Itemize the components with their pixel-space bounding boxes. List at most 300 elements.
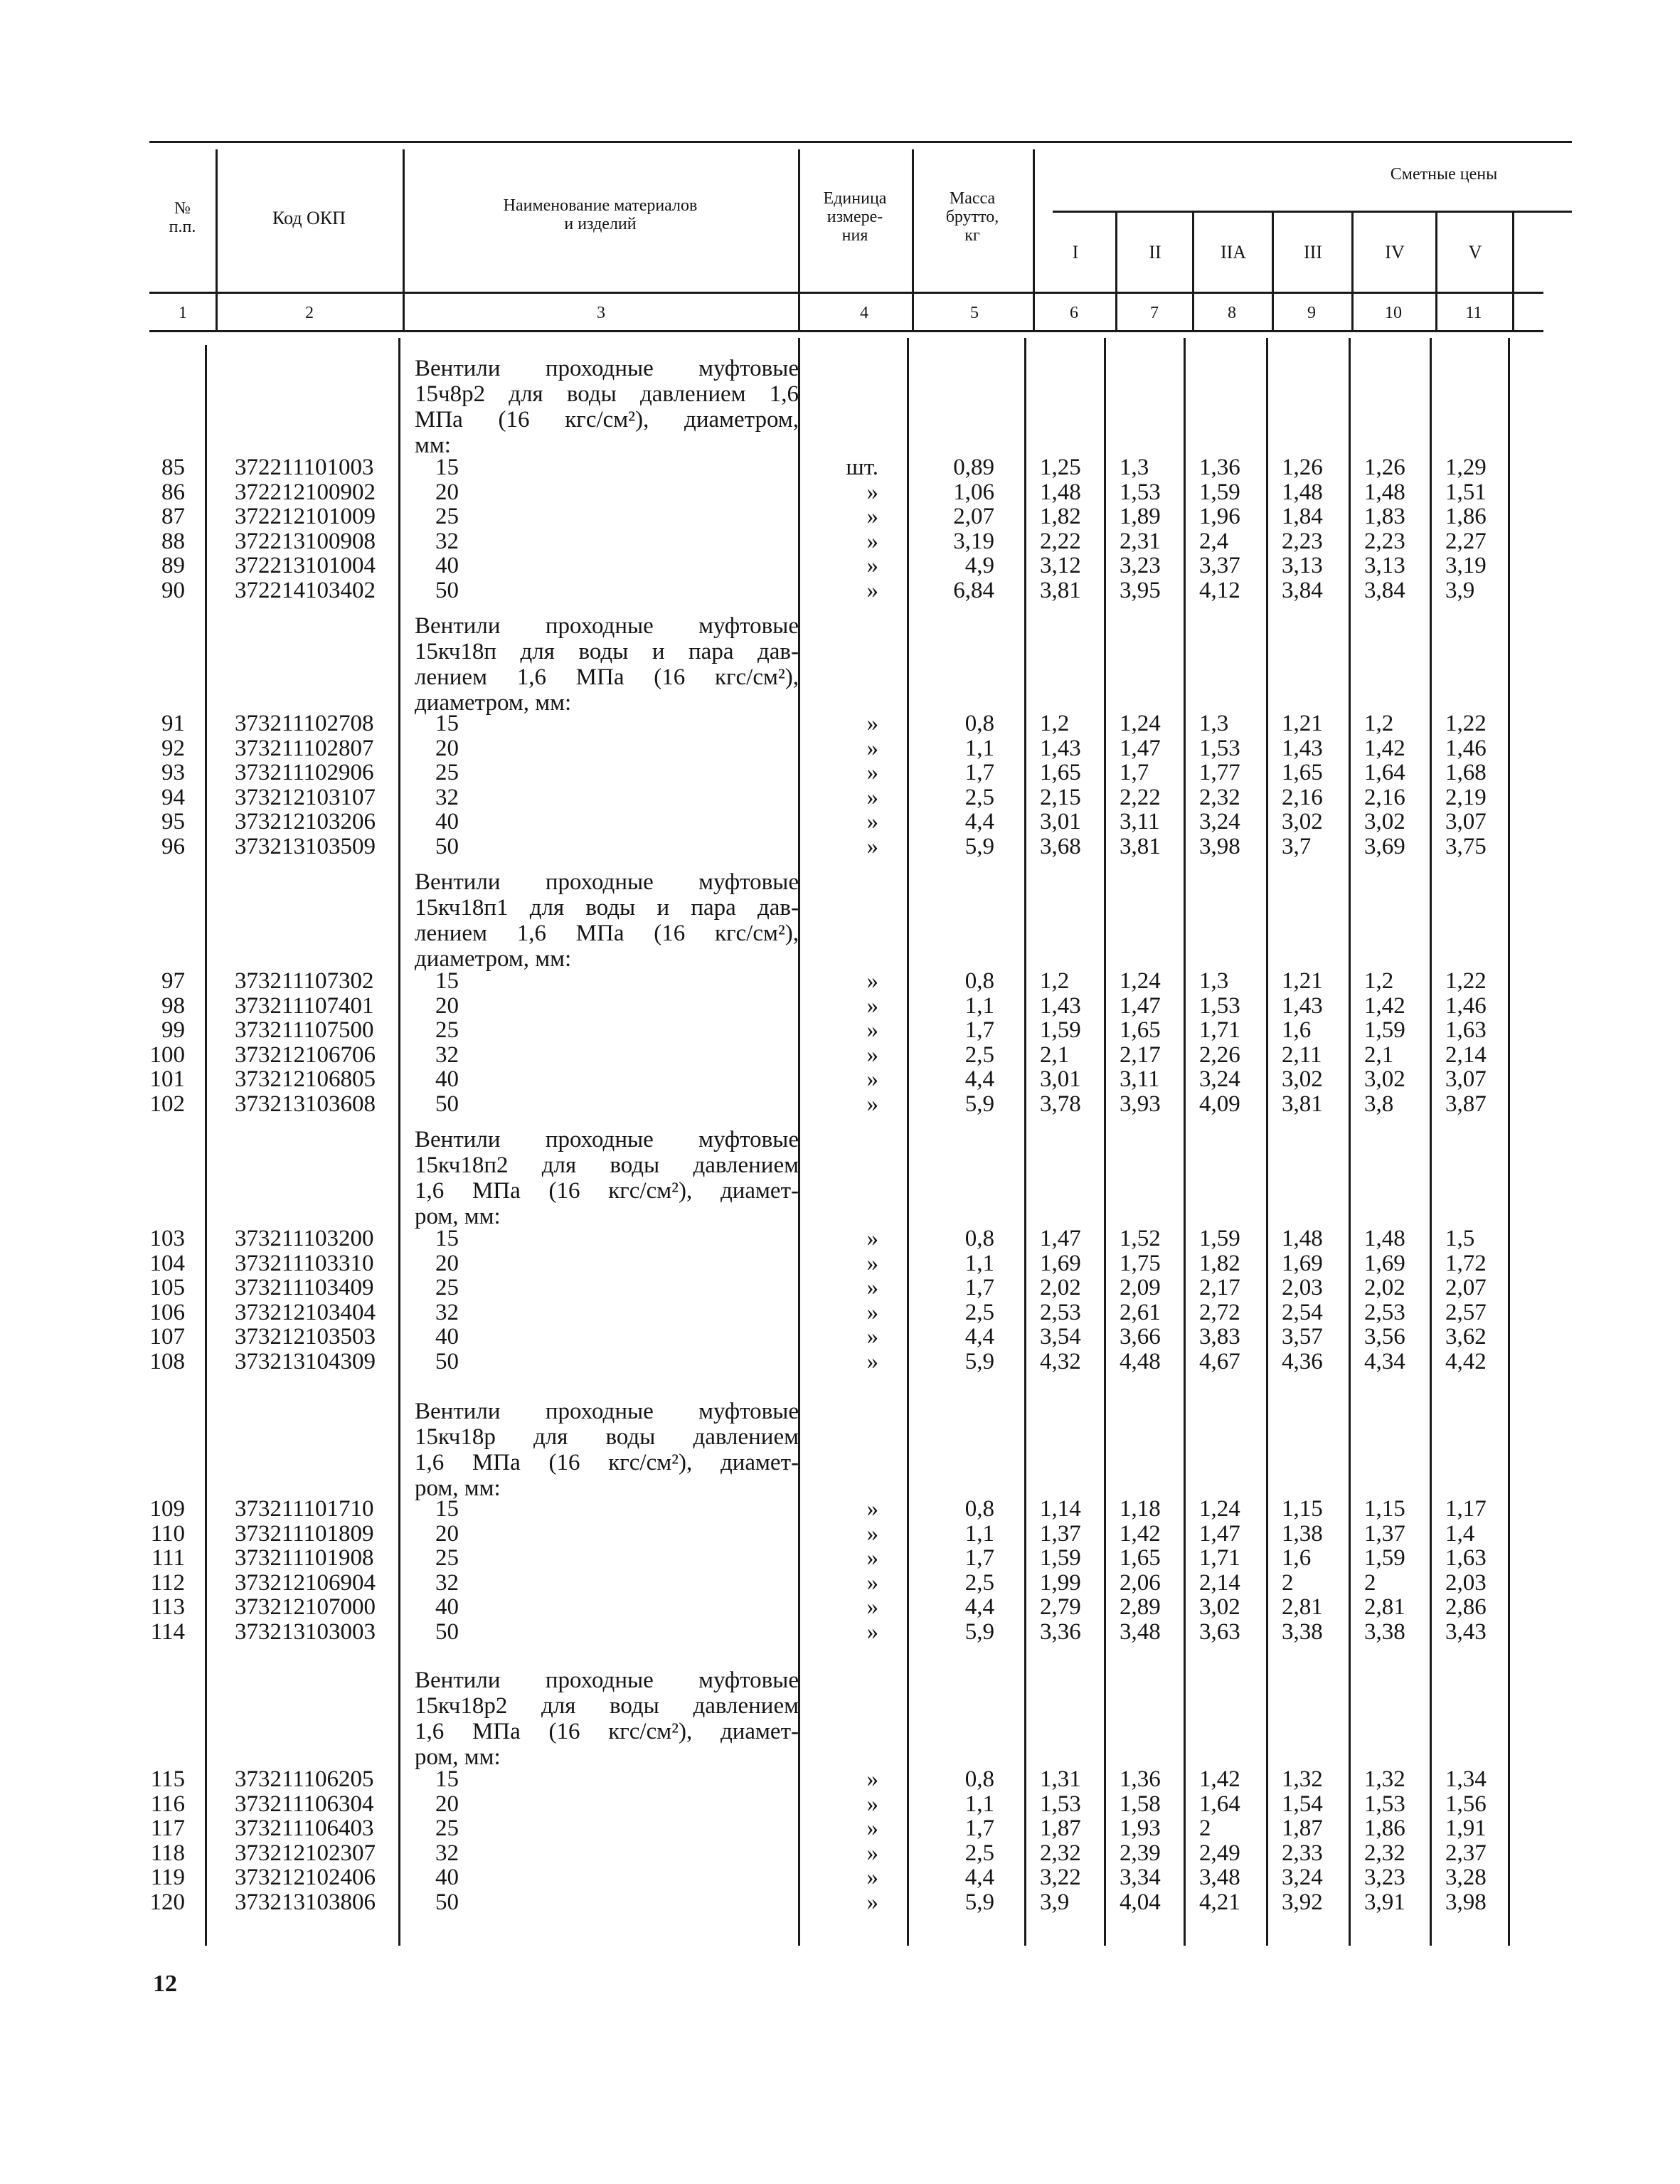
price-zone-III: 3,84 <box>1282 578 1323 603</box>
price-zone-I: 1,2 <box>1040 711 1070 736</box>
price-zone-III: 2,33 <box>1282 1840 1323 1866</box>
price-zone-IV: 1,59 <box>1364 1545 1405 1571</box>
price-zone-IV: 1,69 <box>1364 1250 1405 1276</box>
price-zone-IV: 1,48 <box>1364 1226 1405 1251</box>
header-divider <box>1033 149 1035 330</box>
mass: 1,7 <box>964 1815 994 1842</box>
header-name: Наименование материалов и изделий <box>503 196 698 233</box>
unit: » <box>866 1324 878 1350</box>
price-zone-II: 1,3 <box>1120 455 1149 480</box>
diameter: 15 <box>435 455 459 480</box>
price-zone-II: 3,93 <box>1120 1091 1161 1117</box>
row-number: 108 <box>149 1349 185 1374</box>
price-zone-III: 1,6 <box>1282 1545 1312 1571</box>
okp-code: 373212103503 <box>235 1324 376 1350</box>
price-zone-V: 3,87 <box>1445 1091 1487 1117</box>
column-number: 5 <box>970 304 979 322</box>
price-zone-II: 1,53 <box>1120 479 1161 505</box>
mass: 0,8 <box>964 1496 994 1522</box>
unit: » <box>866 1066 878 1093</box>
mass: 3,19 <box>953 528 994 554</box>
okp-code: 373212102307 <box>235 1840 376 1866</box>
unit: » <box>866 1865 878 1891</box>
price-zone-IV: 3,69 <box>1364 834 1405 859</box>
price-zone-III: 3,02 <box>1282 1066 1323 1093</box>
price-zone-V: 1,56 <box>1445 1791 1487 1817</box>
price-zone-III: 1,48 <box>1282 1226 1323 1251</box>
header-zone-V: V <box>1468 242 1482 263</box>
price-zone-IIA: 1,47 <box>1199 1520 1240 1547</box>
row-number: 92 <box>161 735 185 761</box>
column-number: 4 <box>860 304 868 322</box>
group-description: Вентили проходные муфтовые 15кч18р для воды давлением 1,6 МПа (16 кгс/см²), диамет- ром, мм: <box>415 1399 799 1501</box>
diameter: 50 <box>435 1889 459 1915</box>
unit: » <box>866 1017 878 1044</box>
price-zone-II: 3,34 <box>1120 1865 1161 1891</box>
diameter: 32 <box>435 784 459 810</box>
column-number: 2 <box>305 304 314 322</box>
price-zone-III: 1,84 <box>1282 504 1323 530</box>
price-zone-II: 1,52 <box>1120 1226 1161 1251</box>
okp-code: 373211102807 <box>235 735 374 761</box>
price-zone-IV: 2,53 <box>1364 1299 1405 1325</box>
mass: 1,7 <box>964 1275 994 1301</box>
price-zone-IIA: 1,3 <box>1199 968 1229 994</box>
unit: » <box>866 1569 878 1596</box>
price-zone-III: 1,54 <box>1282 1791 1323 1817</box>
price-zone-V: 1,63 <box>1445 1545 1487 1571</box>
row-number: 113 <box>150 1594 185 1621</box>
diameter: 40 <box>435 1865 459 1891</box>
okp-code: 373212106904 <box>235 1569 376 1596</box>
price-zone-IV: 3,56 <box>1364 1324 1405 1350</box>
price-zone-II: 1,89 <box>1120 504 1161 530</box>
row-number: 111 <box>151 1545 185 1571</box>
price-zone-IIA: 3,37 <box>1199 553 1240 579</box>
price-zone-IIA: 1,36 <box>1199 455 1240 480</box>
group-description: Вентили проходные муфтовые 15ч8р2 для воды давлением 1,6 МПа (16 кгс/см²), диаметром, мм: <box>415 356 799 458</box>
price-zone-III: 1,21 <box>1282 711 1323 736</box>
price-zone-IV: 1,86 <box>1364 1815 1405 1842</box>
row-number: 109 <box>149 1496 185 1522</box>
diameter: 15 <box>435 1496 459 1522</box>
page-number: 12 <box>153 1971 177 1997</box>
price-zone-IV: 1,42 <box>1364 735 1405 761</box>
price-zone-IV: 3,13 <box>1364 553 1405 579</box>
price-zone-III: 3,02 <box>1282 809 1323 835</box>
okp-code: 373211101908 <box>235 1545 374 1571</box>
price-zone-I: 3,22 <box>1040 1865 1081 1891</box>
price-zone-IIA: 3,98 <box>1199 834 1240 859</box>
price-zone-I: 3,01 <box>1040 809 1081 835</box>
price-zone-IIA: 1,53 <box>1199 735 1240 761</box>
price-zone-II: 2,17 <box>1120 1041 1161 1068</box>
price-zone-V: 1,22 <box>1445 968 1487 994</box>
diameter: 25 <box>435 1545 459 1571</box>
price-zone-IIA: 2,17 <box>1199 1275 1240 1301</box>
group-description: Вентили проходные муфтовые 15кч18п2 для воды давлением 1,6 МПа (16 кгс/см²), диамет- ром, мм: <box>415 1127 799 1229</box>
price-zone-I: 2,53 <box>1040 1299 1081 1325</box>
okp-code: 373213103608 <box>235 1091 376 1117</box>
okp-code: 372213100908 <box>235 528 376 554</box>
price-zone-I: 1,59 <box>1040 1545 1081 1571</box>
price-zone-IV: 1,59 <box>1364 1017 1405 1044</box>
diameter: 40 <box>435 1594 459 1621</box>
okp-code: 373211103200 <box>235 1226 374 1251</box>
unit: » <box>866 809 878 835</box>
price-zone-III: 3,13 <box>1282 553 1323 579</box>
unit: » <box>866 1041 878 1068</box>
unit: » <box>866 578 878 603</box>
price-zone-I: 1,65 <box>1040 760 1081 786</box>
price-zone-IIA: 2,49 <box>1199 1840 1240 1866</box>
price-zone-IV: 2,32 <box>1364 1840 1405 1866</box>
price-zone-V: 4,42 <box>1445 1349 1487 1374</box>
unit: » <box>866 1226 878 1251</box>
price-zone-I: 3,81 <box>1040 578 1081 603</box>
price-zone-III: 2,54 <box>1282 1299 1323 1325</box>
unit: » <box>866 1594 878 1621</box>
header-divider <box>403 149 405 330</box>
column-number: 11 <box>1465 304 1482 322</box>
row-number: 91 <box>161 711 185 736</box>
mass: 1,7 <box>964 1017 994 1044</box>
unit: » <box>866 504 878 530</box>
okp-code: 373211101710 <box>235 1496 374 1522</box>
price-zone-III: 3,38 <box>1282 1619 1323 1645</box>
price-zone-II: 1,7 <box>1120 760 1149 786</box>
price-zone-III: 3,24 <box>1282 1865 1323 1891</box>
header-zone-IIA: IIA <box>1220 242 1247 263</box>
mass: 5,9 <box>964 834 994 859</box>
diameter: 32 <box>435 1299 459 1325</box>
diameter: 25 <box>435 1017 459 1044</box>
price-zone-IV: 3,84 <box>1364 578 1405 603</box>
price-zone-IIA: 2,14 <box>1199 1569 1240 1596</box>
price-zone-V: 1,5 <box>1445 1226 1475 1251</box>
row-number: 103 <box>149 1226 185 1251</box>
diameter: 20 <box>435 479 459 505</box>
header-number: № п.п. <box>169 199 196 236</box>
price-zone-I: 1,82 <box>1040 504 1081 530</box>
price-zone-II: 1,18 <box>1120 1496 1161 1522</box>
row-number: 114 <box>150 1619 185 1645</box>
price-zone-IIA: 4,21 <box>1199 1889 1240 1915</box>
price-zone-III: 1,43 <box>1282 735 1323 761</box>
unit: » <box>866 1091 878 1117</box>
price-zone-IV: 1,32 <box>1364 1766 1405 1792</box>
unit: » <box>866 1250 878 1276</box>
price-zone-III: 3,7 <box>1282 834 1312 859</box>
diameter: 32 <box>435 1041 459 1068</box>
diameter: 32 <box>435 1840 459 1866</box>
mass: 0,8 <box>964 1226 994 1251</box>
row-number: 102 <box>149 1091 185 1117</box>
mass: 2,5 <box>964 784 994 810</box>
price-zone-V: 3,62 <box>1445 1324 1487 1350</box>
price-zone-V: 1,34 <box>1445 1766 1487 1792</box>
header-unit: Единица измере- ния <box>823 189 887 245</box>
okp-code: 373213104309 <box>235 1349 376 1374</box>
body-divider <box>907 338 909 1946</box>
header-divider <box>1351 211 1354 330</box>
price-zone-II: 3,48 <box>1120 1619 1161 1645</box>
price-zone-III: 1,87 <box>1282 1815 1323 1842</box>
price-zone-II: 1,24 <box>1120 711 1161 736</box>
price-zone-III: 1,69 <box>1282 1250 1323 1276</box>
mass: 5,9 <box>964 1091 994 1117</box>
diameter: 15 <box>435 1226 459 1251</box>
price-zone-V: 2,86 <box>1445 1594 1487 1621</box>
price-zone-I: 3,01 <box>1040 1066 1081 1093</box>
okp-code: 373213103806 <box>235 1889 376 1915</box>
row-number: 86 <box>161 479 185 505</box>
price-zone-IIA: 1,64 <box>1199 1791 1240 1817</box>
price-zone-I: 3,54 <box>1040 1324 1081 1350</box>
price-zone-II: 2,39 <box>1120 1840 1161 1866</box>
price-zone-V: 2,19 <box>1445 784 1487 810</box>
price-zone-V: 3,43 <box>1445 1619 1487 1645</box>
price-zone-IV: 3,38 <box>1364 1619 1405 1645</box>
price-zone-IIA: 2,26 <box>1199 1041 1240 1068</box>
row-number: 94 <box>161 784 185 810</box>
row-number: 93 <box>161 760 185 786</box>
price-zone-IIA: 4,12 <box>1199 578 1240 603</box>
mass: 1,1 <box>964 992 994 1019</box>
price-zone-IV: 1,26 <box>1364 455 1405 480</box>
price-zone-II: 1,75 <box>1120 1250 1161 1276</box>
okp-code: 372214103402 <box>235 578 376 603</box>
price-zone-III: 1,38 <box>1282 1520 1323 1547</box>
mass: 1,1 <box>964 735 994 761</box>
row-number: 104 <box>149 1250 185 1276</box>
price-zone-IIA: 3,63 <box>1199 1619 1240 1645</box>
unit: » <box>866 1889 878 1915</box>
diameter: 50 <box>435 1619 459 1645</box>
price-zone-III: 1,21 <box>1282 968 1323 994</box>
okp-code: 373211107302 <box>235 968 374 994</box>
mass: 0,8 <box>964 1766 994 1792</box>
row-number: 119 <box>150 1865 185 1891</box>
price-zone-I: 1,47 <box>1040 1226 1081 1251</box>
price-zone-I: 3,9 <box>1040 1889 1070 1915</box>
row-number: 98 <box>161 992 185 1019</box>
price-zone-V: 3,07 <box>1445 809 1487 835</box>
okp-code: 373211103310 <box>235 1250 374 1276</box>
table-top-rule <box>149 141 1572 143</box>
okp-code: 373211102708 <box>235 711 374 736</box>
price-zone-IIA: 3,48 <box>1199 1865 1240 1891</box>
price-zone-II: 1,47 <box>1120 735 1161 761</box>
price-zone-V: 1,22 <box>1445 711 1487 736</box>
price-zone-III: 4,36 <box>1282 1349 1323 1374</box>
diameter: 20 <box>435 1250 459 1276</box>
price-zone-I: 4,32 <box>1040 1349 1081 1374</box>
price-zone-II: 1,93 <box>1120 1815 1161 1842</box>
row-number: 101 <box>149 1066 185 1093</box>
price-zone-II: 1,65 <box>1120 1017 1161 1044</box>
price-zone-V: 2,07 <box>1445 1275 1487 1301</box>
price-zone-V: 3,07 <box>1445 1066 1487 1093</box>
price-zone-II: 3,11 <box>1120 809 1160 835</box>
price-zone-II: 4,04 <box>1120 1889 1161 1915</box>
row-number: 100 <box>149 1041 185 1068</box>
diameter: 40 <box>435 1324 459 1350</box>
price-zone-V: 2,27 <box>1445 528 1487 554</box>
price-zone-I: 3,36 <box>1040 1619 1081 1645</box>
unit: » <box>866 479 878 505</box>
diameter: 25 <box>435 1815 459 1842</box>
price-zone-IV: 1,83 <box>1364 504 1405 530</box>
price-zone-I: 1,14 <box>1040 1496 1081 1522</box>
okp-code: 373211101809 <box>235 1520 374 1547</box>
row-number: 107 <box>149 1324 185 1350</box>
price-zone-I: 1,43 <box>1040 735 1081 761</box>
price-zone-III: 3,57 <box>1282 1324 1323 1350</box>
row-number: 115 <box>150 1766 185 1792</box>
price-zone-IIA: 1,71 <box>1199 1545 1240 1571</box>
unit: » <box>866 1299 878 1325</box>
mass: 5,9 <box>964 1619 994 1645</box>
price-zone-I: 1,99 <box>1040 1569 1081 1596</box>
diameter: 20 <box>435 1520 459 1547</box>
mass: 2,5 <box>964 1041 994 1068</box>
price-zone-V: 1,72 <box>1445 1250 1487 1276</box>
price-zone-IIA: 4,67 <box>1199 1349 1240 1374</box>
price-zone-I: 1,37 <box>1040 1520 1081 1547</box>
group-description: Вентили проходные муфтовые 15кч18р2 для воды давлением 1,6 МПа (16 кгс/см²), диамет- ром, мм: <box>415 1668 799 1770</box>
column-number: 8 <box>1228 304 1236 322</box>
price-zone-II: 1,47 <box>1120 992 1161 1019</box>
unit: шт. <box>846 455 878 480</box>
price-zone-II: 2,06 <box>1120 1569 1161 1596</box>
unit: » <box>866 1766 878 1792</box>
row-number: 118 <box>150 1840 185 1866</box>
column-number: 6 <box>1070 304 1078 322</box>
price-zone-I: 1,87 <box>1040 1815 1081 1842</box>
price-zone-II: 1,42 <box>1120 1520 1161 1547</box>
row-number: 85 <box>161 455 185 480</box>
header-divider <box>1115 211 1117 330</box>
price-zone-V: 3,19 <box>1445 553 1487 579</box>
price-zone-I: 1,25 <box>1040 455 1081 480</box>
okp-code: 373212103404 <box>235 1299 376 1325</box>
diameter: 50 <box>435 834 459 859</box>
price-zone-IIA: 1,53 <box>1199 992 1240 1019</box>
price-zone-V: 3,75 <box>1445 834 1487 859</box>
price-zone-II: 3,81 <box>1120 834 1161 859</box>
mass: 1,1 <box>964 1791 994 1817</box>
header-divider <box>1272 211 1274 330</box>
header-okp-code: Код ОКП <box>272 208 346 228</box>
price-zone-IIA: 3,83 <box>1199 1324 1240 1350</box>
body-divider <box>1024 338 1026 1946</box>
unit: » <box>866 784 878 810</box>
mass: 4,4 <box>964 809 994 835</box>
price-zone-III: 1,43 <box>1282 992 1323 1019</box>
header-zone-IV: IV <box>1385 242 1405 263</box>
okp-code: 373211102906 <box>235 760 374 786</box>
mass: 1,7 <box>964 760 994 786</box>
price-zone-I: 3,12 <box>1040 553 1081 579</box>
diameter: 40 <box>435 809 459 835</box>
unit: » <box>866 834 878 859</box>
unit: » <box>866 760 878 786</box>
unit: » <box>866 1349 878 1374</box>
okp-code: 373212102406 <box>235 1865 376 1891</box>
price-zone-III: 2 <box>1282 1569 1294 1596</box>
header-divider <box>1435 211 1437 330</box>
mass: 1,06 <box>953 479 994 505</box>
okp-code: 373211107401 <box>235 992 374 1019</box>
price-zone-V: 2,14 <box>1445 1041 1487 1068</box>
header-divider <box>1512 211 1514 330</box>
okp-code: 373212103206 <box>235 809 376 835</box>
price-zone-IIA: 3,24 <box>1199 1066 1240 1093</box>
price-zone-III: 2,16 <box>1282 784 1323 810</box>
okp-code: 373211106205 <box>235 1766 374 1792</box>
price-zone-II: 3,95 <box>1120 578 1161 603</box>
mass: 0,8 <box>964 968 994 994</box>
price-zone-II: 4,48 <box>1120 1349 1161 1374</box>
okp-code: 373212106706 <box>235 1041 376 1068</box>
okp-code: 372213101004 <box>235 553 376 579</box>
diameter: 32 <box>435 528 459 554</box>
price-zone-V: 1,63 <box>1445 1017 1487 1044</box>
price-zone-IV: 2,16 <box>1364 784 1405 810</box>
header-zone-III: III <box>1304 242 1322 263</box>
column-number: 1 <box>179 304 187 322</box>
price-zone-IIA: 2,72 <box>1199 1299 1240 1325</box>
okp-code: 373211103409 <box>235 1275 374 1301</box>
price-zone-III: 3,81 <box>1282 1091 1323 1117</box>
mass: 2,07 <box>953 504 994 530</box>
diameter: 15 <box>435 1766 459 1792</box>
body-divider <box>205 345 207 1946</box>
header-mass: Масса брутто, кг <box>945 189 999 245</box>
price-zone-II: 1,65 <box>1120 1545 1161 1571</box>
price-zone-IV: 1,53 <box>1364 1791 1405 1817</box>
diameter: 40 <box>435 553 459 579</box>
price-zone-V: 2,57 <box>1445 1299 1487 1325</box>
diameter: 25 <box>435 760 459 786</box>
price-zone-I: 1,53 <box>1040 1791 1081 1817</box>
price-zone-II: 2,22 <box>1120 784 1161 810</box>
unit: » <box>866 1545 878 1571</box>
row-number: 105 <box>149 1275 185 1301</box>
price-zone-III: 1,26 <box>1282 455 1323 480</box>
column-numbers-rule <box>149 330 1543 332</box>
diameter: 25 <box>435 1275 459 1301</box>
diameter: 50 <box>435 1349 459 1374</box>
price-zone-I: 1,69 <box>1040 1250 1081 1276</box>
header-divider <box>216 149 218 330</box>
unit: » <box>866 1275 878 1301</box>
header-divider <box>1192 211 1194 330</box>
price-zone-IIA: 4,09 <box>1199 1091 1240 1117</box>
row-number: 117 <box>150 1815 185 1842</box>
price-zone-III: 1,65 <box>1282 760 1323 786</box>
price-zone-IIA: 1,77 <box>1199 760 1240 786</box>
price-zone-IV: 1,48 <box>1364 479 1405 505</box>
unit: » <box>866 1619 878 1645</box>
price-zone-III: 3,92 <box>1282 1889 1323 1915</box>
price-zone-I: 2,1 <box>1040 1041 1070 1068</box>
price-zone-IIA: 2 <box>1199 1815 1211 1842</box>
body-divider <box>398 338 400 1946</box>
row-number: 97 <box>161 968 185 994</box>
price-zone-IIA: 1,59 <box>1199 1226 1240 1251</box>
